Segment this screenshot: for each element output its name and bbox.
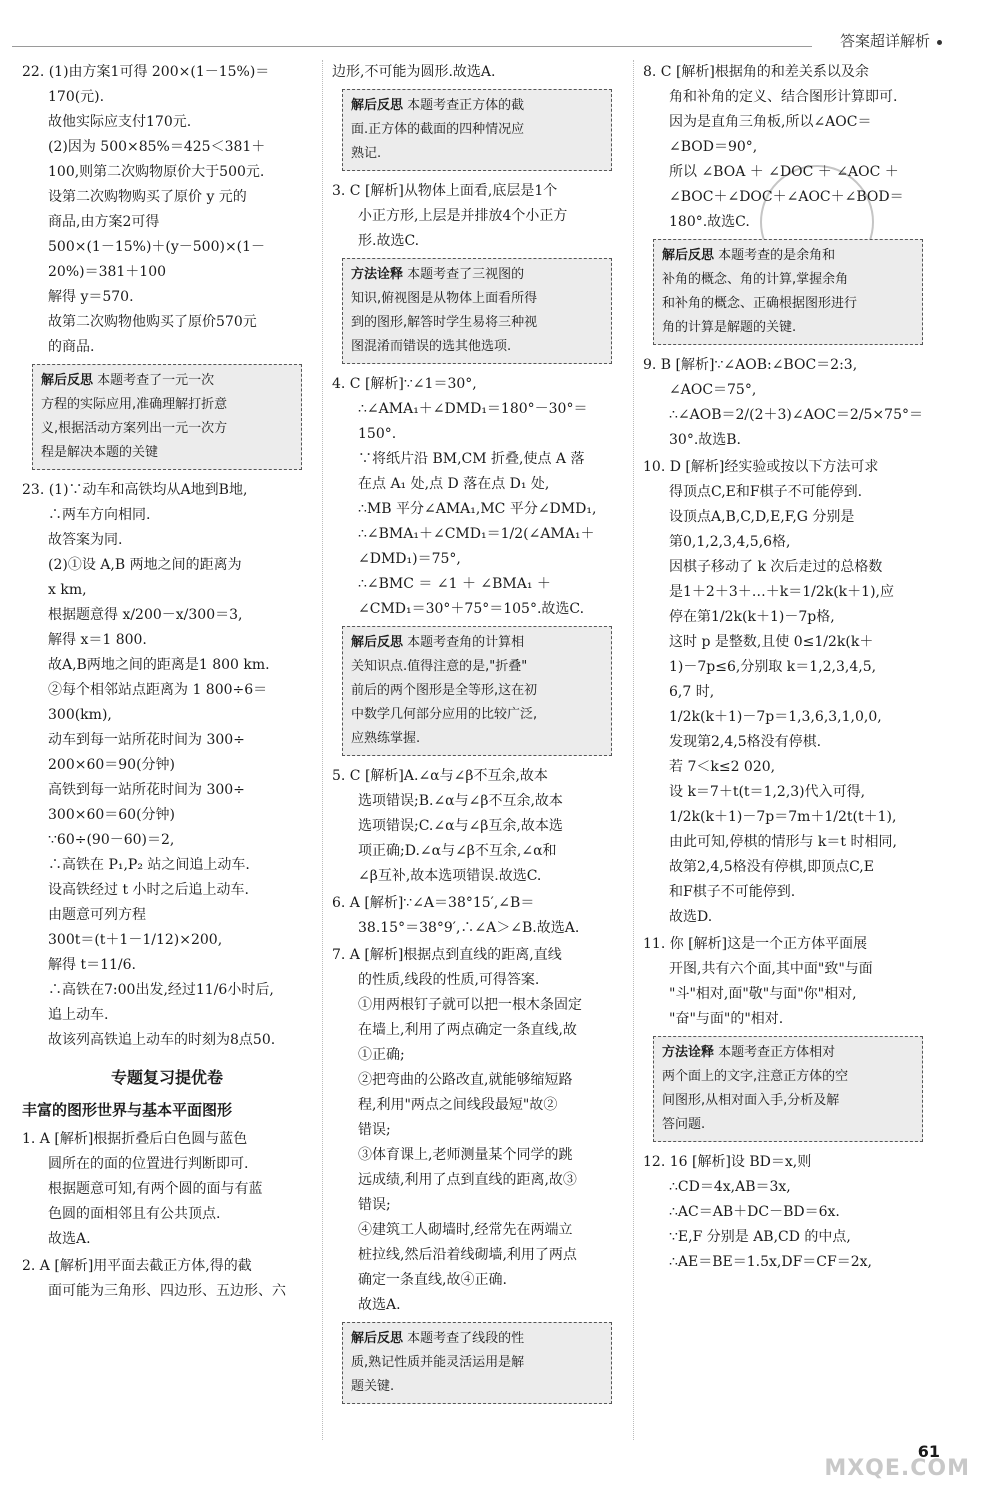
note-line: 义,根据活动方案列出一元一次方 xyxy=(41,421,228,436)
header-dot xyxy=(937,40,942,45)
answer-line: 因棋子移动了 k 次后走过的总格数 xyxy=(669,559,883,575)
answer-line: 边形,不可能为圆形.故选A. xyxy=(332,64,496,80)
answer-line: 远成绩,利用了点到直线的距离,故③ xyxy=(358,1172,577,1188)
column-3 xyxy=(643,60,933,1277)
answer-line: 7. A [解析]根据点到直线的距离,直线 xyxy=(332,947,562,963)
answer-line: ∴∠AMA₁＋∠DMD₁＝180°－30°＝ xyxy=(358,401,588,417)
answer-line: 错误; xyxy=(358,1122,391,1138)
answer-line: 1)－7p≤6,分别取 k＝1,2,3,4,5, xyxy=(669,659,877,675)
answer-line: 圆所在的面的位置进行判断即可. xyxy=(48,1156,249,1172)
answer-line: 300(km), xyxy=(48,707,112,723)
answer-line: 故他实际应支付170元. xyxy=(48,114,192,130)
answer-line: 形.故选C. xyxy=(358,233,420,249)
answer-item xyxy=(643,60,933,235)
answer-line: ∵E,F 分别是 AB,CD 的中点, xyxy=(669,1229,851,1245)
answer-item xyxy=(643,932,933,1032)
answer-line: 追上动车. xyxy=(48,1007,109,1023)
answer-line: 在点 A₁ 处,点 D 落在点 D₁ 处, xyxy=(358,476,550,492)
answer-line: ∠AOC＝75°, xyxy=(669,382,757,398)
answer-line: 错误; xyxy=(358,1197,391,1213)
answer-line: ∴∠AOB＝2/(2＋3)∠AOC＝2/5×75°＝ xyxy=(669,407,923,423)
answer-line: 3. C [解析]从物体上面看,底层是1个 xyxy=(332,183,558,199)
answer-line: ∴两车方向相同. xyxy=(48,507,151,523)
answer-line: ③体育课上,老师测量某个同学的跳 xyxy=(358,1147,573,1163)
answer-item xyxy=(643,1150,933,1275)
note-box xyxy=(32,364,302,470)
answer-line: 38.15°＝38°9′,∴∠A＞∠B.故选A. xyxy=(358,920,580,936)
note-line: 本题考查角的计算相 xyxy=(407,635,525,650)
sub-title: 丰富的图形世界与基本平面图形 xyxy=(22,1101,233,1119)
answer-line: 开图,共有六个面,其中面"致"与面 xyxy=(669,961,873,977)
answer-line: 故该列高铁追上动车的时刻为8点50. xyxy=(48,1032,276,1048)
answer-item xyxy=(332,372,622,622)
note-line: 角的计算是解题的关键. xyxy=(662,320,797,335)
answer-line: 300×60＝60(分钟) xyxy=(48,807,176,823)
note-line: 答问题. xyxy=(662,1117,706,1132)
answer-item xyxy=(22,1127,312,1252)
note-box xyxy=(653,239,923,345)
page-number: 61 xyxy=(917,1442,940,1461)
note-line: 本题考查了三视图的 xyxy=(407,267,525,282)
answer-line: 故A,B两地之间的距离是1 800 km. xyxy=(48,657,270,673)
answer-line: 因为是直角三角板,所以∠AOC＝ xyxy=(669,114,872,130)
answer-line: 9. B [解析]∵∠AOB:∠BOC＝2:3, xyxy=(643,357,858,373)
answer-line: x km, xyxy=(48,582,87,598)
answer-line: 确定一条直线,故④正确. xyxy=(358,1272,507,1288)
note-label: 解后反思 xyxy=(41,373,94,388)
answer-line: (2)因为 500×85%＝425＜381＋ xyxy=(48,139,266,155)
answer-line: ∴∠BMC ＝ ∠1 ＋ ∠BMA₁ ＋ xyxy=(358,576,551,592)
note-line: 熟记. xyxy=(351,146,382,161)
answer-line: 150°. xyxy=(358,426,397,442)
answer-line: 解得 x＝1 800. xyxy=(48,632,147,648)
answer-line: 6,7 时, xyxy=(669,684,715,700)
answer-line: ∠β互补,故本选项错误.故选C. xyxy=(358,868,542,884)
answer-line: 故第2,4,5格没有停棋,即顶点C,E xyxy=(669,859,874,875)
answer-line: 面可能为三角形、四边形、五边形、六 xyxy=(48,1283,286,1299)
note-line: 间图形,从相对面入手,分析及解 xyxy=(662,1093,840,1108)
answer-line: 22. (1)由方案1可得 200×(1－15%)＝ xyxy=(22,64,270,80)
answer-line: 5. C [解析]A.∠α与∠β不互余,故本 xyxy=(332,768,548,784)
answer-line: ④建筑工人砌墙时,经常先在两端立 xyxy=(358,1222,573,1238)
answer-line: ∵60÷(90－60)＝2, xyxy=(48,832,175,848)
section-title: 专题复习提优卷 xyxy=(110,1068,223,1087)
answer-line: 小正方形,上层是并排放4个小正方 xyxy=(358,208,568,224)
answer-line: 的商品. xyxy=(48,339,95,355)
note-box xyxy=(342,258,612,364)
answer-line: ∵将纸片沿 BM,CM 折叠,使点 A 落 xyxy=(358,451,585,467)
answer-item xyxy=(332,764,622,889)
answer-line: ②每个相邻站点距离为 1 800÷6＝ xyxy=(48,682,268,698)
answer-line: 得顶点C,E和F棋子不可能停到. xyxy=(669,484,863,500)
answer-line: 设高铁经过 t 小时之后追上动车. xyxy=(48,882,249,898)
answer-line: 所以 ∠BOA ＋ ∠DOC ＋ ∠AOC ＋ xyxy=(669,164,899,180)
column-divider xyxy=(633,60,634,1440)
answer-line: ∠BOD＝90°, xyxy=(669,139,758,155)
answer-line: 6. A [解析]∵∠A＝38°15′,∠B＝ xyxy=(332,895,535,911)
answer-line: 高铁到每一站所花时间为 300÷ xyxy=(48,782,245,798)
note-line: 知识,俯视图是从物体上面看所得 xyxy=(351,291,538,306)
note-box xyxy=(342,1322,612,1404)
answer-item xyxy=(22,1254,312,1304)
answer-line: 1. A [解析]根据折叠后白色圆与蓝色 xyxy=(22,1131,248,1147)
header-title: 答案超详解析 xyxy=(839,32,930,50)
note-line: 前后的两个图形是全等形,这在初 xyxy=(351,683,538,698)
column-2 xyxy=(332,60,622,1412)
answer-line: 第0,1,2,3,4,5,6格, xyxy=(669,534,791,550)
answer-line: 23. (1)∵动车和高铁均从A地到B地, xyxy=(22,482,248,498)
answer-line: ∠CMD₁＝30°＋75°＝105°.故选C. xyxy=(358,601,585,617)
answer-line: 4. C [解析]∵∠1＝30°, xyxy=(332,376,477,392)
note-box xyxy=(653,1036,923,1142)
answer-line: 选项错误;B.∠α与∠β不互余,故本 xyxy=(358,793,563,809)
note-line: 中数学几何部分应用的比较广泛, xyxy=(351,707,538,722)
answer-line: 设 k＝7＋t(t＝1,2,3)代入可得, xyxy=(669,784,866,800)
note-line: 本题考查正方体的截 xyxy=(407,98,525,113)
answer-line: 300t＝(t＋1－1/12)×200, xyxy=(48,932,223,948)
note-label: 解后反思 xyxy=(351,98,404,113)
answer-item xyxy=(643,353,933,453)
answer-line: 100,则第二次购物原价大于500元. xyxy=(48,164,265,180)
answer-line: ∠BOC＋∠DOC＋∠AOC＋∠BOD＝ xyxy=(669,189,904,205)
answer-line: 10. D [解析]经实验或按以下方法可求 xyxy=(643,459,879,475)
answer-line: 程,利用"两点之间线段最短"故② xyxy=(358,1097,558,1113)
answer-line: ∴CD＝4x,AB＝3x, xyxy=(669,1179,791,1195)
note-line: 应熟练掌握. xyxy=(351,731,421,746)
answer-line: 的性质,线段的性质,可得答案. xyxy=(358,972,540,988)
answer-line: 动车到每一站所花时间为 300÷ xyxy=(48,732,245,748)
note-label: 方法诠释 xyxy=(351,267,404,282)
answer-line: ①正确; xyxy=(358,1047,405,1063)
note-label: 解后反思 xyxy=(662,248,715,263)
note-line: 两个面上的文字,注意正方体的空 xyxy=(662,1069,849,1084)
note-line: 补角的概念、角的计算,掌握余角 xyxy=(662,272,849,287)
answer-line: ∴MB 平分∠AMA₁,MC 平分∠DMD₁, xyxy=(358,501,597,517)
note-box xyxy=(342,89,612,171)
answer-item xyxy=(332,60,622,85)
answer-line: 1/2k(k＋1)－7p＝7m＋1/2t(t＋1), xyxy=(669,809,897,825)
answer-item xyxy=(332,891,622,941)
answer-line: 是1＋2＋3＋…＋k＝1/2k(k＋1),应 xyxy=(669,584,894,600)
watermark: MXQE.COM xyxy=(824,1456,970,1481)
note-line: 本题考查正方体相对 xyxy=(718,1045,836,1060)
answer-item xyxy=(332,943,622,1318)
note-line: 图混淆而错误的选其他选项. xyxy=(351,339,512,354)
answer-line: "奋"与面"的"相对. xyxy=(669,1011,784,1027)
answer-line: ∴AE＝BE＝1.5x,DF＝CF＝2x, xyxy=(669,1254,872,1270)
answer-line: 180°.故选C. xyxy=(669,214,750,230)
answer-line: 若 7＜k≤2 020, xyxy=(669,759,776,775)
column-divider xyxy=(322,60,323,1440)
answer-line: 根据题意得 x/200－x/300＝3, xyxy=(48,607,243,623)
answer-line: 桩拉线,然后沿着线砌墙,利用了两点 xyxy=(358,1247,577,1263)
note-line: 和补角的概念、正确根据图形进行 xyxy=(662,296,858,311)
answer-line: 发现第2,4,5格没有停棋. xyxy=(669,734,822,750)
answer-line: 故第二次购物他购买了原价570元 xyxy=(48,314,257,330)
note-line: 题关键. xyxy=(351,1379,395,1394)
answer-line: ①用两根钉子就可以把一根木条固定 xyxy=(358,997,582,1013)
answer-line: 由此可知,停棋的情形与 k＝t 时相同, xyxy=(669,834,897,850)
answer-line: 选项错误;C.∠α与∠β互余,故本选 xyxy=(358,818,563,834)
note-line: 质,熟记性质并能灵活运用是解 xyxy=(351,1355,525,1370)
answer-line: 20%)＝381＋100 xyxy=(48,264,167,280)
answer-line: 设顶点A,B,C,D,E,F,G 分别是 xyxy=(669,509,855,525)
note-line: 到的图形,解答时学生易将三种视 xyxy=(351,315,538,330)
answer-item xyxy=(332,179,622,254)
answer-line: 2. A [解析]用平面去截正方体,得的截 xyxy=(22,1258,252,1274)
answer-line: 根据题意可知,有两个圆的面与有蓝 xyxy=(48,1181,263,1197)
answer-line: 1/2k(k＋1)－7p＝1,3,6,3,1,0,0, xyxy=(669,709,882,725)
answer-line: "斗"相对,面"敬"与面"你"相对, xyxy=(669,986,857,1002)
answer-line: 角和补角的定义、结合图形计算即可. xyxy=(669,89,898,105)
answer-line: 解得 y＝570. xyxy=(48,289,134,305)
note-label: 方法诠释 xyxy=(662,1045,715,1060)
answer-line: 故选A. xyxy=(48,1231,91,1247)
answer-line: (2)①设 A,B 两地之间的距离为 xyxy=(48,557,242,573)
answer-line: 8. C [解析]根据角的和差关系以及余 xyxy=(643,64,869,80)
answer-line: 解得 t＝11/6. xyxy=(48,957,136,973)
answer-line: 这时 p 是整数,且使 0≤1/2k(k＋ xyxy=(669,634,874,650)
answer-line: 由题意可列方程 xyxy=(48,907,146,923)
answer-line: 色圆的面相邻且有公共顶点. xyxy=(48,1206,221,1222)
answer-line: ∴AC＝AB＋DC－BD＝6x. xyxy=(669,1204,840,1220)
answer-line: 和F棋子不可能停到. xyxy=(669,884,796,900)
answer-line: 30°.故选B. xyxy=(669,432,742,448)
note-label: 解后反思 xyxy=(351,635,404,650)
answer-line: 设第二次购物购买了原价 y 元的 xyxy=(48,189,247,205)
note-line: 程是解决本题的关键 xyxy=(41,445,159,460)
answer-line: ∴高铁在7:00出发,经过11/6小时后, xyxy=(48,982,274,998)
answer-line: 12. 16 [解析]设 BD＝x,则 xyxy=(643,1154,812,1170)
answer-line: 故答案为同. xyxy=(48,532,123,548)
answer-item xyxy=(22,478,312,1053)
answer-line: 11. 你 [解析]这是一个正方体平面展 xyxy=(643,936,868,952)
header-rule xyxy=(12,46,812,47)
answer-line: 故选A. xyxy=(358,1297,401,1313)
answer-line: 170(元). xyxy=(48,89,105,105)
note-box xyxy=(342,626,612,756)
note-line: 方程的实际应用,准确理解打折意 xyxy=(41,397,228,412)
answer-line: 商品,由方案2可得 xyxy=(48,214,160,230)
note-line: 面.正方体的截面的四种情况应 xyxy=(351,122,525,137)
answer-line: 500×(1－15%)＋(y－500)×(1－ xyxy=(48,239,266,255)
answer-line: 项正确;D.∠α与∠β不互余,∠α和 xyxy=(358,843,557,859)
note-line: 本题考查的是余角和 xyxy=(718,248,836,263)
note-line: 关知识点.值得注意的是,"折叠" xyxy=(351,659,528,674)
answer-line: 故选D. xyxy=(669,909,713,925)
answer-line: ∠DMD₁)＝75°, xyxy=(358,551,461,567)
answer-line: ∴∠BMA₁＋∠CMD₁＝1/2(∠AMA₁＋ xyxy=(358,526,595,542)
answer-line: 在墙上,利用了两点确定一条直线,故 xyxy=(358,1022,577,1038)
note-line: 本题考查了一元一次 xyxy=(97,373,215,388)
answer-line: 停在第1/2k(k＋1)－7p格, xyxy=(669,609,835,625)
note-label: 解后反思 xyxy=(351,1331,404,1346)
answer-item xyxy=(643,455,933,930)
note-line: 本题考查了线段的性 xyxy=(407,1331,525,1346)
column-1 xyxy=(22,60,312,1306)
answer-line: ∴高铁在 P₁,P₂ 站之间追上动车. xyxy=(48,857,250,873)
answer-line: 200×60＝90(分钟) xyxy=(48,757,176,773)
answer-line: ②把弯曲的公路改直,就能够缩短路 xyxy=(358,1072,573,1088)
answer-item xyxy=(22,60,312,360)
